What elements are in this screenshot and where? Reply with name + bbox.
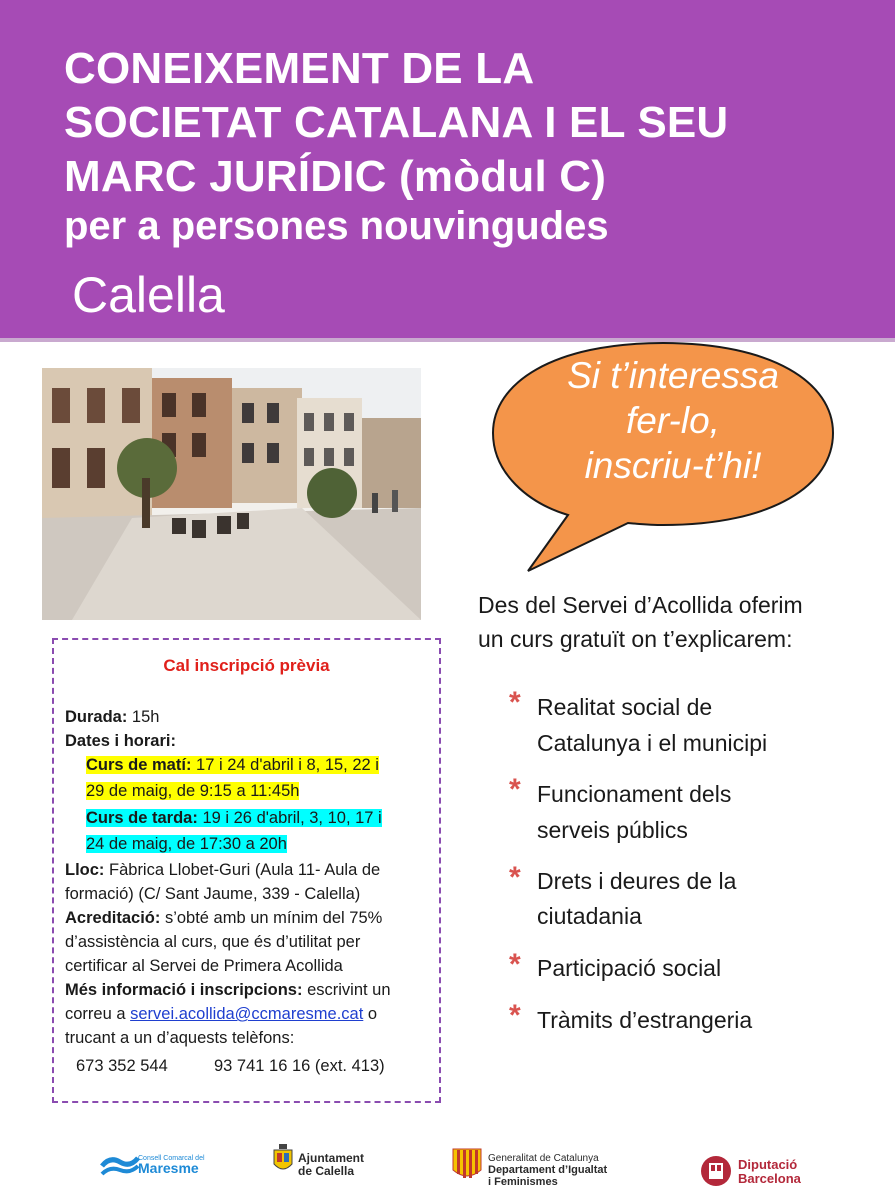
subtitle: per a persones nouvingudes	[64, 204, 609, 248]
bubble-line-1: Si t’interessa	[567, 355, 779, 396]
diputacio-text-1: Diputació	[738, 1157, 798, 1172]
duration-value: 15h	[127, 708, 160, 726]
senyera-icon	[452, 1148, 482, 1182]
location-line-1	[65, 858, 380, 882]
calella-text-2: de Calella	[298, 1164, 355, 1178]
afternoon-dates-1: 19 i 26 d'abril, 3, 10, 17 i	[197, 809, 382, 827]
generalitat-text-2: Departament d’Igualtat	[488, 1164, 608, 1176]
accreditation-text-1: s’obté amb un mínim del 75%	[160, 909, 383, 927]
title-line-2: SOCIETAT CATALANA I EL SEU	[64, 98, 729, 147]
intro-line-2: un curs gratuït on t’explicarem:	[478, 626, 793, 652]
accreditation-line-1	[65, 906, 382, 930]
more-info-line-1	[65, 978, 391, 1002]
generalitat-text-3: i Feminismes	[488, 1176, 558, 1188]
accreditation-line-2: d’assistència al curs, que és d’utilitat per	[65, 933, 361, 951]
afternoon-dates-2: 24 de maig, de 17:30 a 20h	[86, 835, 287, 853]
wave-icon	[100, 1148, 140, 1178]
location-line-2: formació) (C/ Sant Jaume, 339 - Calella)	[65, 885, 361, 903]
diputacio-text-2: Barcelona	[738, 1171, 801, 1186]
accreditation-line-3: certificar al Servei de Primera Acollida	[65, 957, 343, 975]
topic-3-line-1: Drets i deures de la	[537, 868, 737, 894]
title-line-1: CONEIXEMENT DE LA	[64, 44, 535, 93]
dates-line	[65, 729, 176, 753]
asterisk-bullet-icon: *	[509, 999, 521, 1032]
topic-1-line-1: Realitat social de	[537, 694, 713, 720]
phone-1[interactable]: 673 352 544	[76, 1057, 168, 1075]
bubble-line-2: fer-lo,	[626, 400, 720, 441]
phone-2[interactable]: 93 741 16 16 (ext. 413)	[214, 1057, 385, 1075]
afternoon-course-line-1	[86, 806, 382, 830]
generalitat-text-1: Generalitat de Catalunya	[488, 1153, 599, 1164]
maresme-big-text: Maresme	[138, 1160, 199, 1176]
accreditation-label: Acreditació:	[65, 909, 161, 927]
topic-5-line-1: Tràmits d’estrangeria	[537, 1007, 753, 1033]
morning-course-line-1	[86, 753, 379, 777]
topic-2-line-2: serveis públics	[537, 817, 688, 843]
diputacio-emblem-icon	[700, 1155, 732, 1187]
bubble-line-3: inscriu-t’hi!	[584, 445, 762, 486]
city-name: Calella	[72, 267, 225, 323]
topic-1-line-2: Catalunya i el municipi	[537, 730, 768, 756]
topic-4-line-1: Participació social	[537, 955, 722, 981]
calella-text-1: Ajuntament	[298, 1151, 364, 1165]
morning-dates-2: 29 de maig, de 9:15 a 11:45h	[86, 782, 300, 800]
afternoon-course-label: Curs de tarda:	[86, 809, 198, 827]
location-text-1: Fàbrica Llobet-Guri (Aula 11- Aula de	[104, 861, 381, 879]
duration-label: Durada:	[65, 708, 128, 726]
asterisk-bullet-icon: *	[509, 948, 521, 981]
location-label: Lloc:	[65, 861, 105, 879]
town-square-photo	[42, 368, 421, 620]
asterisk-bullet-icon: *	[509, 773, 521, 806]
topic-2-line-1: Funcionament dels	[537, 781, 732, 807]
maresme-small-text: Consell Comarcal del	[138, 1155, 205, 1162]
registration-heading: Cal inscripció prèvia	[163, 656, 330, 675]
intro-line-1: Des del Servei d’Acollida oferim	[478, 592, 803, 618]
morning-course-line-2	[86, 779, 299, 803]
more-info-label: Més informació i inscripcions:	[65, 981, 303, 999]
calella-shield-icon	[272, 1144, 294, 1174]
email-link[interactable]: servei.acollida@ccmaresme.cat	[130, 1005, 364, 1023]
more-info-line-2	[65, 1002, 377, 1026]
morning-course-label: Curs de matí:	[86, 756, 192, 774]
dates-label: Dates i horari:	[65, 732, 176, 750]
duration-line	[65, 705, 159, 729]
more-info-text-1: escrivint un	[302, 981, 391, 999]
asterisk-bullet-icon: *	[509, 861, 521, 894]
more-info-text-3: o	[363, 1005, 378, 1023]
topic-3-line-2: ciutadania	[537, 903, 642, 929]
asterisk-bullet-icon: *	[509, 686, 521, 719]
morning-dates-1: 17 i 24 d'abril i 8, 15, 22 i	[191, 756, 379, 774]
more-info-text-2: correu a	[65, 1005, 131, 1023]
title-line-3: MARC JURÍDIC (mòdul C)	[64, 152, 607, 201]
more-info-line-3: trucant a un d’aquests telèfons:	[65, 1029, 295, 1047]
afternoon-course-line-2	[86, 832, 287, 856]
